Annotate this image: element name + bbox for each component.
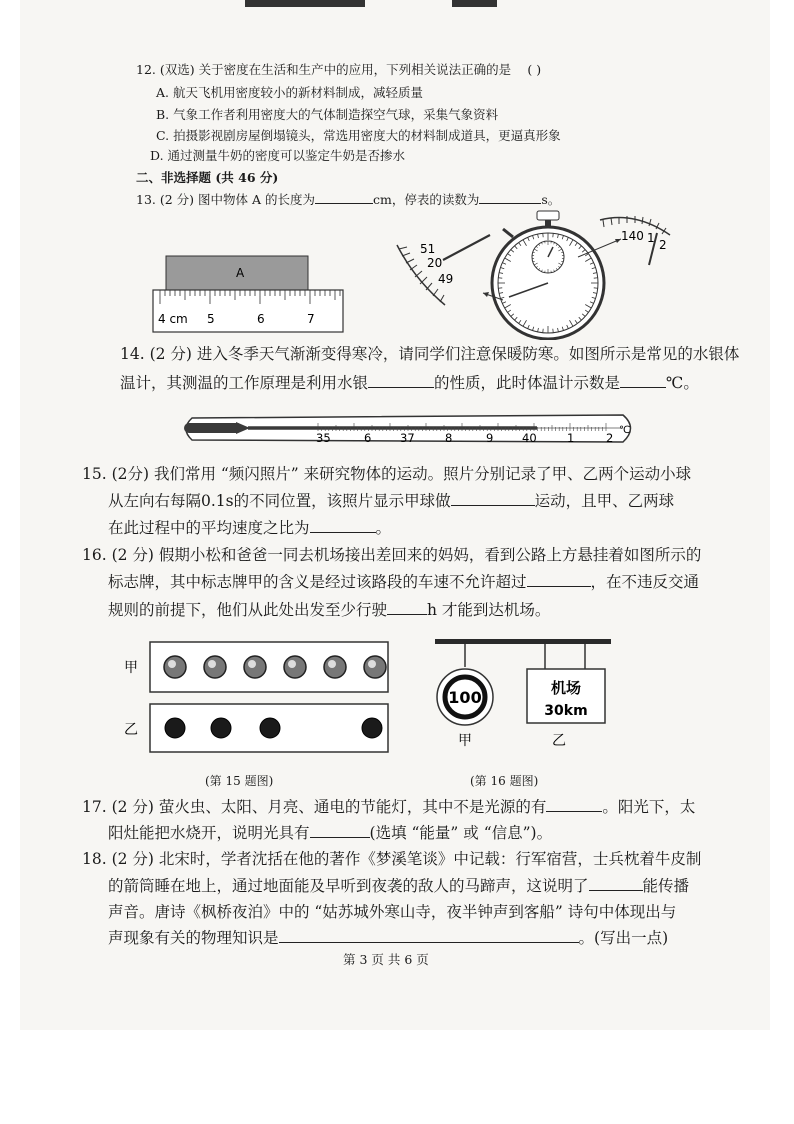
ball-yi <box>362 718 382 738</box>
page-footer: 第 3 页 共 6 页 <box>343 952 429 967</box>
dial-label: 49 <box>438 272 454 286</box>
ball-yi <box>165 718 185 738</box>
dial-label: 20 <box>427 256 443 270</box>
speed-limit-value: 100 <box>448 688 482 707</box>
thermometer-figure <box>178 410 643 450</box>
strip-label-jia: 甲 <box>124 660 138 676</box>
ball-jia <box>204 656 226 678</box>
ball-highlight <box>288 660 296 668</box>
answer-blank[interactable] <box>546 810 602 812</box>
thermometer-label: 6 <box>364 431 372 445</box>
block-label: A <box>236 266 245 280</box>
q18-line3: 声音。唐诗《枫桥夜泊》中的 “姑苏城外寒山寺，夜半钟声到客船” 诗句中体现出与 <box>108 903 677 921</box>
stopwatch-crown <box>537 211 559 220</box>
q12-option-c: C. 拍摄影视剧房屋倒塌镜头，常选用密度大的材料制成道具，更逼真形象 <box>156 128 561 143</box>
q13-text: 13. (2 分) 图中物体 A 的长度为 cm，停表的读数为 s。 <box>136 192 561 207</box>
ball-yi <box>260 718 280 738</box>
sign-label-yi: 乙 <box>552 733 566 749</box>
header-smudge <box>452 0 497 7</box>
q16-line3: 规则的前提下，他们从此处出发至少行驶 h 才能到达机场。 <box>108 601 551 619</box>
q14-line2: 温计，其测温的工作原理是利用水银 的性质，此时体温计示数是 ℃。 <box>120 374 699 392</box>
thermometer-label: 2 <box>606 431 614 445</box>
thermometer-label: 35 <box>316 431 331 445</box>
thermometer-unit: ℃ <box>619 425 631 436</box>
q12-option-a: A. 航天飞机用密度较小的新材料制成，减轻质量 <box>156 85 423 100</box>
q12-stem: 12. (双选) 关于密度在生活和生产中的应用，下列相关说法正确的是 ( ) <box>136 62 542 77</box>
dial-label: 51 <box>420 242 436 256</box>
q17-line2: 阳灶能把水烧开，说明光具有 (选填 “能量” 或 “信息”)。 <box>108 824 553 842</box>
ball-jia <box>364 656 386 678</box>
q15-line3: 在此过程中的平均速度之比为 。 <box>108 519 392 537</box>
answer-blank[interactable] <box>479 202 541 204</box>
mercury-bulb <box>184 423 242 433</box>
ball-highlight <box>168 660 176 668</box>
answer-blank[interactable] <box>527 585 591 587</box>
pointer-line <box>443 235 490 260</box>
dial-label: 1 <box>647 231 655 245</box>
answer-blank[interactable] <box>368 386 434 388</box>
q16-line2: 标志牌，其中标志牌甲的含义是经过该路段的车速不允许超过 ，在不违反交通 <box>108 573 700 591</box>
ball-highlight <box>208 660 216 668</box>
answer-blank[interactable] <box>451 504 535 506</box>
q15-line1: 15. (2分) 我们常用 “频闪照片” 来研究物体的运动。照片分别记录了甲、乙两个运动小球 <box>82 465 692 483</box>
thermometer-label: 8 <box>445 431 453 445</box>
thermometer-label: 1 <box>567 431 575 445</box>
header-smudge <box>245 0 365 7</box>
answer-blank[interactable] <box>279 941 579 943</box>
strip-label-yi: 乙 <box>124 722 138 738</box>
sign-gantry <box>435 639 611 644</box>
answer-blank[interactable] <box>310 531 376 533</box>
road-sign-figure <box>435 635 615 780</box>
sign-label-jia: 甲 <box>458 733 472 749</box>
ball-yi <box>211 718 231 738</box>
ball-highlight <box>368 660 376 668</box>
ruler-label: 5 <box>207 312 215 326</box>
q16-line1: 16. (2 分) 假期小松和爸爸一同去机场接出差回来的妈妈，看到公路上方悬挂着如图所示的 <box>82 546 702 564</box>
answer-blank[interactable] <box>589 889 643 891</box>
stopwatch-figure <box>385 205 675 340</box>
ball-jia <box>244 656 266 678</box>
q12-option-b: B. 气象工作者利用密度大的气体制造探空气球，采集气象资料 <box>156 107 499 122</box>
q18-line4: 声现象有关的物理知识是 。(写出一点) <box>108 929 669 947</box>
strobe-photo-figure <box>118 632 400 760</box>
stopwatch-button <box>503 229 513 237</box>
q15-line2: 从左向右每隔0.1s的不同位置，该照片显示甲球做 运动，且甲、乙两球 <box>108 492 675 510</box>
answer-blank[interactable] <box>620 386 666 388</box>
q16-caption: (第 16 题图) <box>470 774 539 788</box>
answer-blank[interactable] <box>310 836 370 838</box>
thermometer-label: 40 <box>522 431 537 445</box>
q18-line2: 的箭筒睡在地上，通过地面能及早听到夜袭的敌人的马蹄声，这说明了 能传播 <box>108 877 690 895</box>
q17-line1: 17. (2 分) 萤火虫、太阳、月亮、通电的节能灯，其中不是光源的有 。阳光下，太 <box>82 798 696 816</box>
thermometer-label: 37 <box>400 431 415 445</box>
ruler-label: 6 <box>257 312 265 326</box>
thermometer-label: 9 <box>486 431 494 445</box>
ball-highlight <box>248 660 256 668</box>
ball-highlight <box>328 660 336 668</box>
ball-jia <box>324 656 346 678</box>
distance-sign-place: 机场 <box>550 679 582 697</box>
dial-label: 2 <box>659 238 667 252</box>
q15-caption: (第 15 题图) <box>205 774 274 788</box>
ball-jia <box>164 656 186 678</box>
ruler-figure <box>150 250 350 335</box>
answer-blank[interactable] <box>387 613 427 615</box>
distance-sign-value: 30km <box>544 703 588 719</box>
q12-option-d: D. 通过测量牛奶的密度可以鉴定牛奶是否掺水 <box>150 148 406 163</box>
section-title: 二、非选择题 (共 46 分) <box>136 170 279 185</box>
q18-line1: 18. (2 分) 北宋时，学者沈括在他的著作《梦溪笔谈》中记载：行军宿营，士兵枕着牛皮制 <box>82 850 702 868</box>
dial-label: 140 <box>621 229 644 243</box>
ruler-label: 4 cm <box>158 312 188 326</box>
q14-line1: 14. (2 分) 进入冬季天气渐渐变得寒冷，请同学们注意保暖防寒。如图所示是常见的水银体 <box>120 345 740 363</box>
answer-blank[interactable] <box>315 202 373 204</box>
ball-jia <box>284 656 306 678</box>
ruler-label: 7 <box>307 312 315 326</box>
